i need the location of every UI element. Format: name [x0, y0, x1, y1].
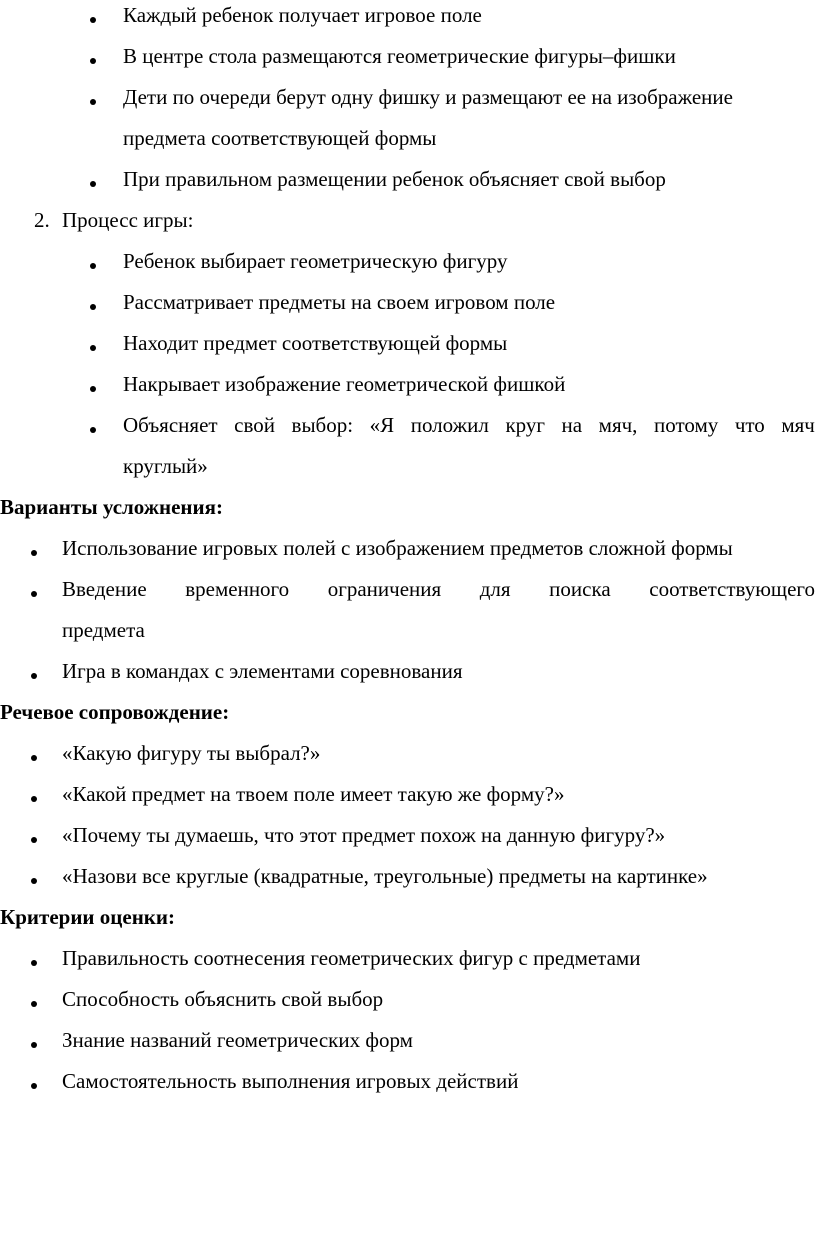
word: круг [505, 413, 545, 437]
bullet-dot [90, 17, 96, 23]
list-item: Самостоятельность выполнения игровых действий [62, 1069, 519, 1093]
bullet-dot [31, 1042, 37, 1048]
bullet-dot [90, 99, 96, 105]
bullet-dot [31, 1001, 37, 1007]
list-item: Рассматривает предметы на своем игровом поле [123, 290, 556, 314]
word: мяч [781, 413, 815, 437]
word: ограничения [327, 577, 442, 601]
bullet-dot [90, 181, 96, 187]
bullet-dot [90, 386, 96, 392]
list-item: Дети по очереди берут одну фишку и размещают ее на изображение [123, 85, 733, 109]
bullet-dot [31, 960, 37, 966]
word: свой [234, 413, 275, 437]
bullet-dot [31, 837, 37, 843]
list-item: При правильном размещении ребенок объясняет свой выбор [123, 167, 666, 191]
list-item: Находит предмет соответствующей формы [123, 331, 508, 355]
list-item: Накрывает изображение геометрической фишкой [123, 372, 566, 396]
bullet-dot [31, 1083, 37, 1089]
word: для [479, 577, 511, 601]
word: мяч, [598, 413, 638, 437]
list-item-continuation: круглый» [123, 454, 208, 478]
list-item: Использование игровых полей с изображением предметов сложной формы [62, 536, 733, 560]
section-heading-variants: Варианты усложнения: [0, 495, 223, 519]
list-item: Ребенок выбирает геометрическую фигуру [123, 249, 508, 273]
bullet-dot [90, 345, 96, 351]
bullet-dot [31, 755, 37, 761]
list-item: «Назови все круглые (квадратные, треугольные) предметы на картинке» [62, 864, 708, 888]
list-item: Игра в командах с элементами соревнования [62, 659, 463, 683]
list-item-justified [123, 413, 815, 437]
bullet-dot [90, 427, 96, 433]
section-heading-criteria: Критерии оценки: [0, 905, 175, 929]
word: соответствующего [649, 577, 815, 601]
list-item-continuation: предмета [62, 618, 145, 642]
word: временного [185, 577, 290, 601]
list-item: Каждый ребенок получает игровое поле [123, 3, 482, 27]
word: что [734, 413, 765, 437]
bullet-dot [90, 304, 96, 310]
bullet-dot [31, 591, 37, 597]
list-item-continuation: предмета соответствующей формы [123, 126, 437, 150]
bullet-dot [31, 550, 37, 556]
list-item: «Какую фигуру ты выбрал?» [62, 741, 321, 765]
bullet-dot [31, 878, 37, 884]
word: выбор: [291, 413, 354, 437]
word: положил [410, 413, 489, 437]
word: Объясняет [123, 413, 218, 437]
word: потому [654, 413, 719, 437]
list-item-justified [62, 577, 815, 601]
bullet-dot [31, 673, 37, 679]
word: на [561, 413, 583, 437]
section-heading-speech: Речевое сопровождение: [0, 700, 230, 724]
bullet-dot [90, 263, 96, 269]
word: Введение [62, 577, 147, 601]
list-item: Способность объяснить свой выбор [62, 987, 384, 1011]
list-item: В центре стола размещаются геометрические фигуры–фишки [123, 44, 676, 68]
bullet-dot [90, 58, 96, 64]
list-item: Правильность соотнесения геометрических фигур с предметами [62, 946, 641, 970]
list-number: 2. [34, 208, 50, 232]
list-item: Знание названий геометрических форм [62, 1028, 413, 1052]
word: «Я [369, 413, 395, 437]
list-item: «Почему ты думаешь, что этот предмет похож на данную фигуру?» [62, 823, 666, 847]
word: поиска [549, 577, 611, 601]
list-item: «Какой предмет на твоем поле имеет такую же форму?» [62, 782, 565, 806]
process-title: Процесс игры: [62, 208, 194, 232]
bullet-dot [31, 796, 37, 802]
